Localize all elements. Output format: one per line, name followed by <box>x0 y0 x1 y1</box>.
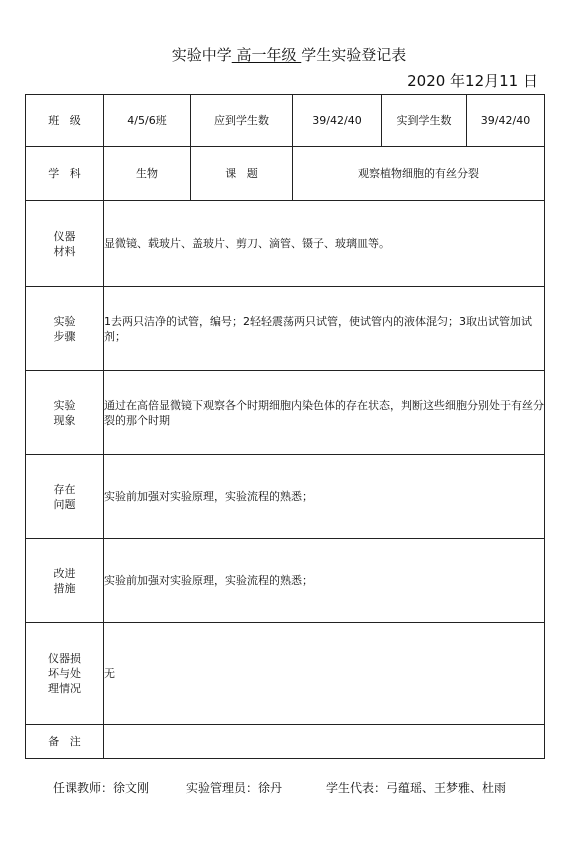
equipment-label: 仪器 材料 <box>26 201 104 287</box>
equipment-value: 显微镜、载玻片、盖玻片、剪刀、滴管、镊子、玻璃皿等。 <box>104 201 545 287</box>
topic-label: 课 题 <box>191 147 293 201</box>
remarks-label: 备 注 <box>26 725 104 759</box>
record-date: 2020 年12月11 日 <box>407 72 538 90</box>
steps-row <box>26 287 545 371</box>
teacher-signature: 任课教师：徐文刚 <box>53 781 150 795</box>
actual-students-label: 实到学生数 <box>382 95 467 147</box>
remarks-value <box>104 725 545 759</box>
expected-students-value: 39/42/40 <box>293 95 382 147</box>
damage-value: 无 <box>104 623 545 725</box>
steps-value: 1去两只洁净的试管，编号；2轻轻震荡两只试管，使试管内的液体混匀；3取出试管加试剂； <box>104 287 545 371</box>
student-reps-signature: 学生代表：弓蕴瑶、王梦雅、杜雨 <box>326 781 507 795</box>
improvements-value: 实验前加强对实验原理，实验流程的熟悉； <box>104 539 545 623</box>
problems-row <box>26 455 545 539</box>
actual-students-value: 39/42/40 <box>467 95 545 147</box>
subject-row <box>26 147 545 201</box>
form-name: 学生实验登记表 <box>301 46 407 64</box>
experiment-record-table <box>25 94 545 759</box>
class-info-row <box>26 95 545 147</box>
phenomenon-value: 通过在高倍显微镜下观察各个时期细胞内染色体的存在状态，判断这些细胞分别处于有丝分裂的那个时期 <box>104 371 545 455</box>
class-label: 班 级 <box>26 95 104 147</box>
equipment-row <box>26 201 545 287</box>
damage-label: 仪器损 坏与处 理情况 <box>26 623 104 725</box>
phenomenon-label: 实验 现象 <box>26 371 104 455</box>
remarks-row <box>26 725 545 759</box>
lab-manager-signature: 实验管理员：徐丹 <box>186 781 283 795</box>
phenomenon-row <box>26 371 545 455</box>
subject-value: 生物 <box>104 147 191 201</box>
grade-name: 高一年级 <box>231 46 302 64</box>
steps-label: 实验 步骤 <box>26 287 104 371</box>
expected-students-label: 应到学生数 <box>191 95 293 147</box>
school-name: 实验中学 <box>171 46 232 64</box>
class-value: 4/5/6班 <box>104 95 191 147</box>
improvements-label: 改进 措施 <box>26 539 104 623</box>
form-title <box>0 44 578 65</box>
topic-value: 观察植物细胞的有丝分裂 <box>293 147 545 201</box>
subject-label: 学 科 <box>26 147 104 201</box>
damage-row <box>26 623 545 725</box>
improvements-row <box>26 539 545 623</box>
problems-label: 存在 问题 <box>26 455 104 539</box>
problems-value: 实验前加强对实验原理，实验流程的熟悉； <box>104 455 545 539</box>
